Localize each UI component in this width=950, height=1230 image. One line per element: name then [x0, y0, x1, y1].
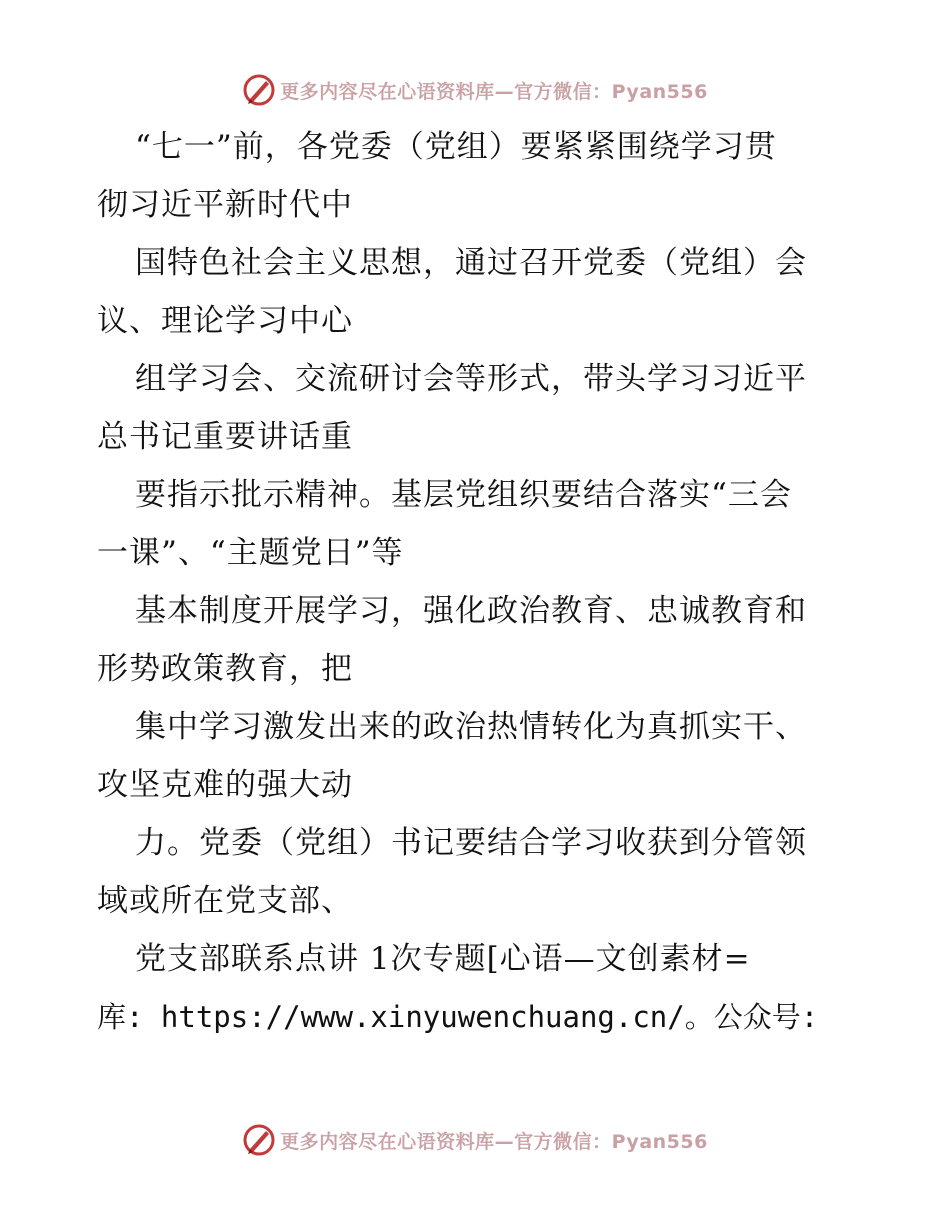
text-line: 基本制度开展学习，强化政治教育、忠诚教育和	[135, 593, 807, 629]
text-line: 组学习会、交流研讨会等形式，带头学习习近平	[135, 361, 807, 397]
text-line: 总书记重要讲话重	[97, 419, 353, 455]
text-line: 集中学习激发出来的政治热情转化为真抓实干、	[135, 709, 807, 745]
text-line: 一课”、“主题党日”等	[97, 535, 404, 571]
text-line: 攻坚克难的强大动	[97, 767, 353, 803]
text-line: 形势政策教育，把	[97, 651, 353, 687]
text-line: 要指示批示精神。基层党组织要结合落实“三会	[135, 477, 792, 513]
text-line: 域或所在党支部、	[97, 883, 353, 919]
text-line: 议、理论学习中心	[97, 303, 353, 339]
text-line: “七一”前，各党委（党组）要紧紧围绕学习贯	[135, 129, 777, 165]
text-line-url: 库: https://www.xinyuwenchuang.cn/。公众号:	[97, 1000, 819, 1034]
text-line: 国特色社会主义思想，通过召开党委（党组）会	[135, 245, 807, 281]
text-line: 力。党委（党组）书记要结合学习收获到分管领	[135, 825, 807, 861]
document-body	[97, 118, 857, 1046]
pen-logo-icon	[242, 73, 276, 107]
text-line: 党支部联系点讲 1次专题[心语—文创素材=	[135, 941, 751, 977]
header-banner	[0, 70, 950, 110]
text-line: 彻习近平新时代中	[97, 187, 353, 223]
footer-banner	[0, 1120, 950, 1160]
pen-logo-icon	[242, 1123, 276, 1157]
header-banner-text: 更多内容尽在心语资料库—官方微信：Pyan556	[280, 80, 708, 103]
footer-banner-text: 更多内容尽在心语资料库—官方微信：Pyan556	[280, 1130, 708, 1153]
